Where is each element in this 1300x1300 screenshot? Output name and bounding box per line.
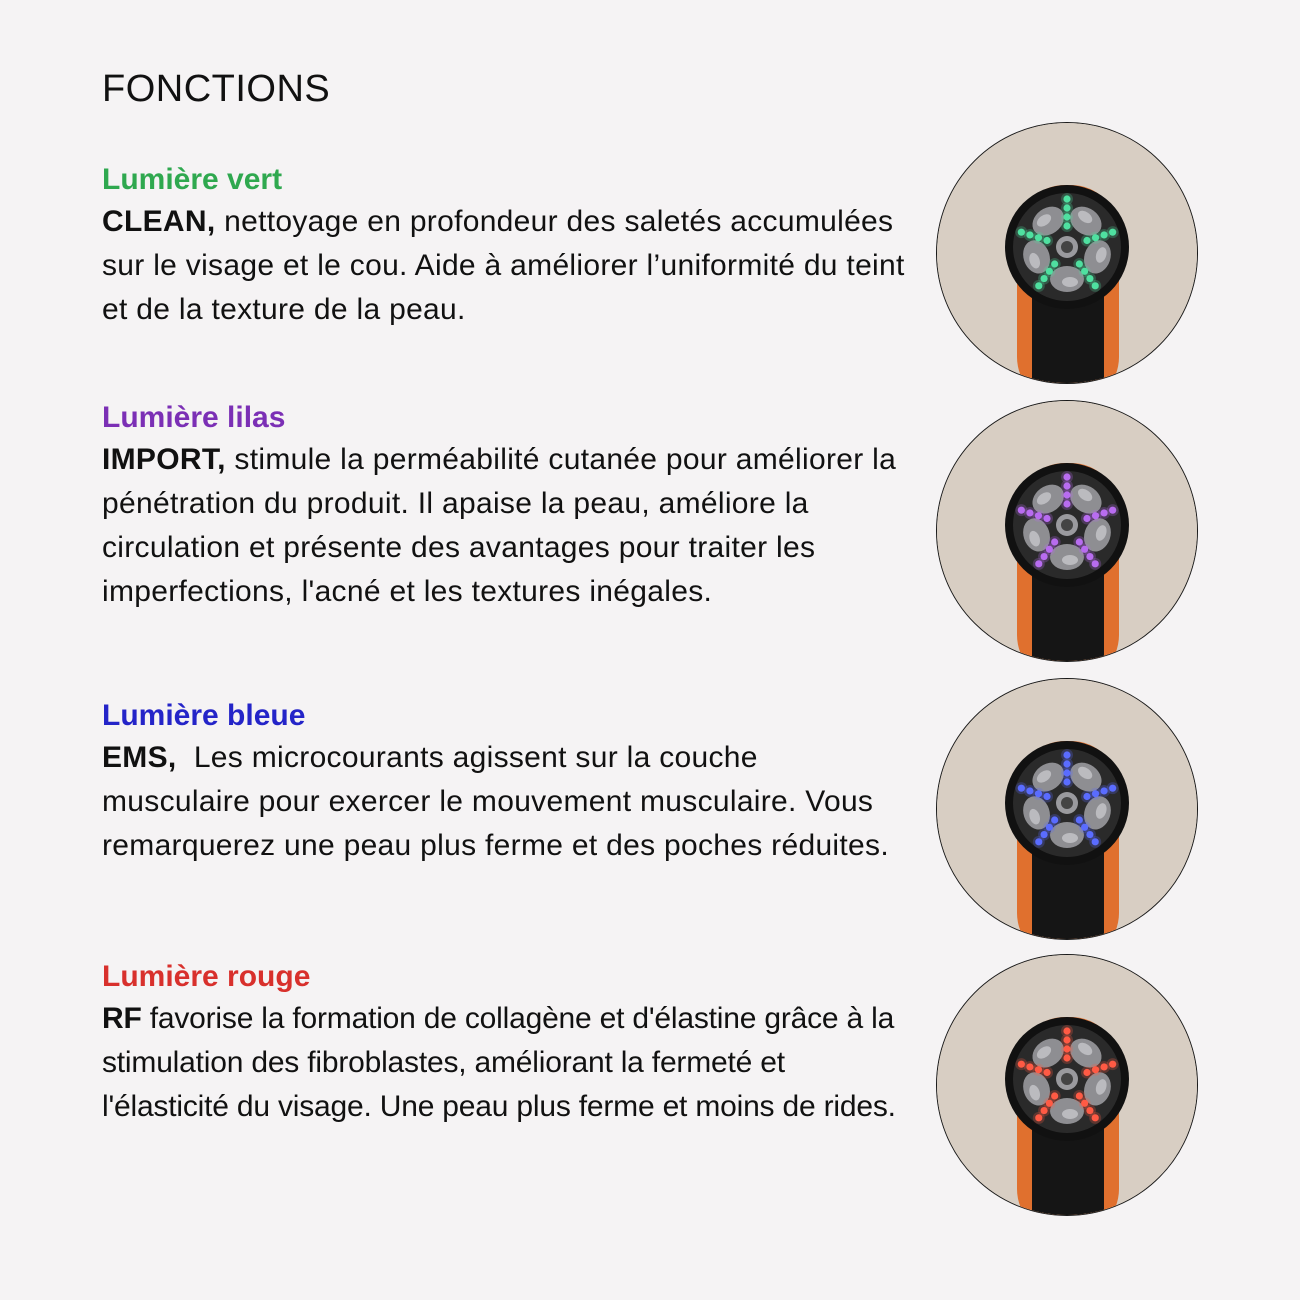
function-section-red [102, 957, 912, 1129]
function-description [102, 997, 912, 1129]
function-text: stimule la perméabilité cutanée pour améliorer la pénétration du produit. Il apaise la peau, améliore la circulation et présente des avantages pour traiter les imperfections, l'acné et les textures inégales. [102, 443, 897, 608]
function-text: Les microcourants agissent sur la couche musculaire pour exercer le mouvement musculaire. Vous remarquerez une peau plus ferme et des poches réduites. [102, 741, 889, 862]
green-light-device-image [936, 122, 1198, 384]
function-description [102, 200, 912, 332]
function-keyword: RF [102, 1002, 142, 1035]
function-description [102, 438, 912, 614]
blue-light-device-image [936, 678, 1198, 940]
red-light-device-image [936, 954, 1198, 1216]
function-heading: Lumière bleue [102, 699, 306, 732]
function-keyword: CLEAN, [102, 205, 216, 238]
function-heading: Lumière rouge [102, 960, 311, 993]
function-section-lilac [102, 398, 912, 614]
function-text: nettoyage en profondeur des saletés accumulées sur le visage et le cou. Aide à améliorer l’uniformité du teint et de la texture de la peau. [102, 205, 905, 326]
function-section-green [102, 160, 912, 332]
page-title: FONCTIONS [102, 68, 331, 110]
function-section-blue [102, 696, 912, 868]
function-text: favorise la formation de collagène et d'élastine grâce à la stimulation des fibroblastes, améliorant la fermeté et l'élasticité du visage. Une peau plus ferme et moins de rides. [102, 1002, 896, 1123]
function-keyword: IMPORT, [102, 443, 226, 476]
function-description [102, 736, 912, 868]
function-keyword: EMS, [102, 741, 177, 774]
lilac-light-device-image [936, 400, 1198, 662]
function-heading: Lumière lilas [102, 401, 286, 434]
function-heading: Lumière vert [102, 163, 283, 196]
